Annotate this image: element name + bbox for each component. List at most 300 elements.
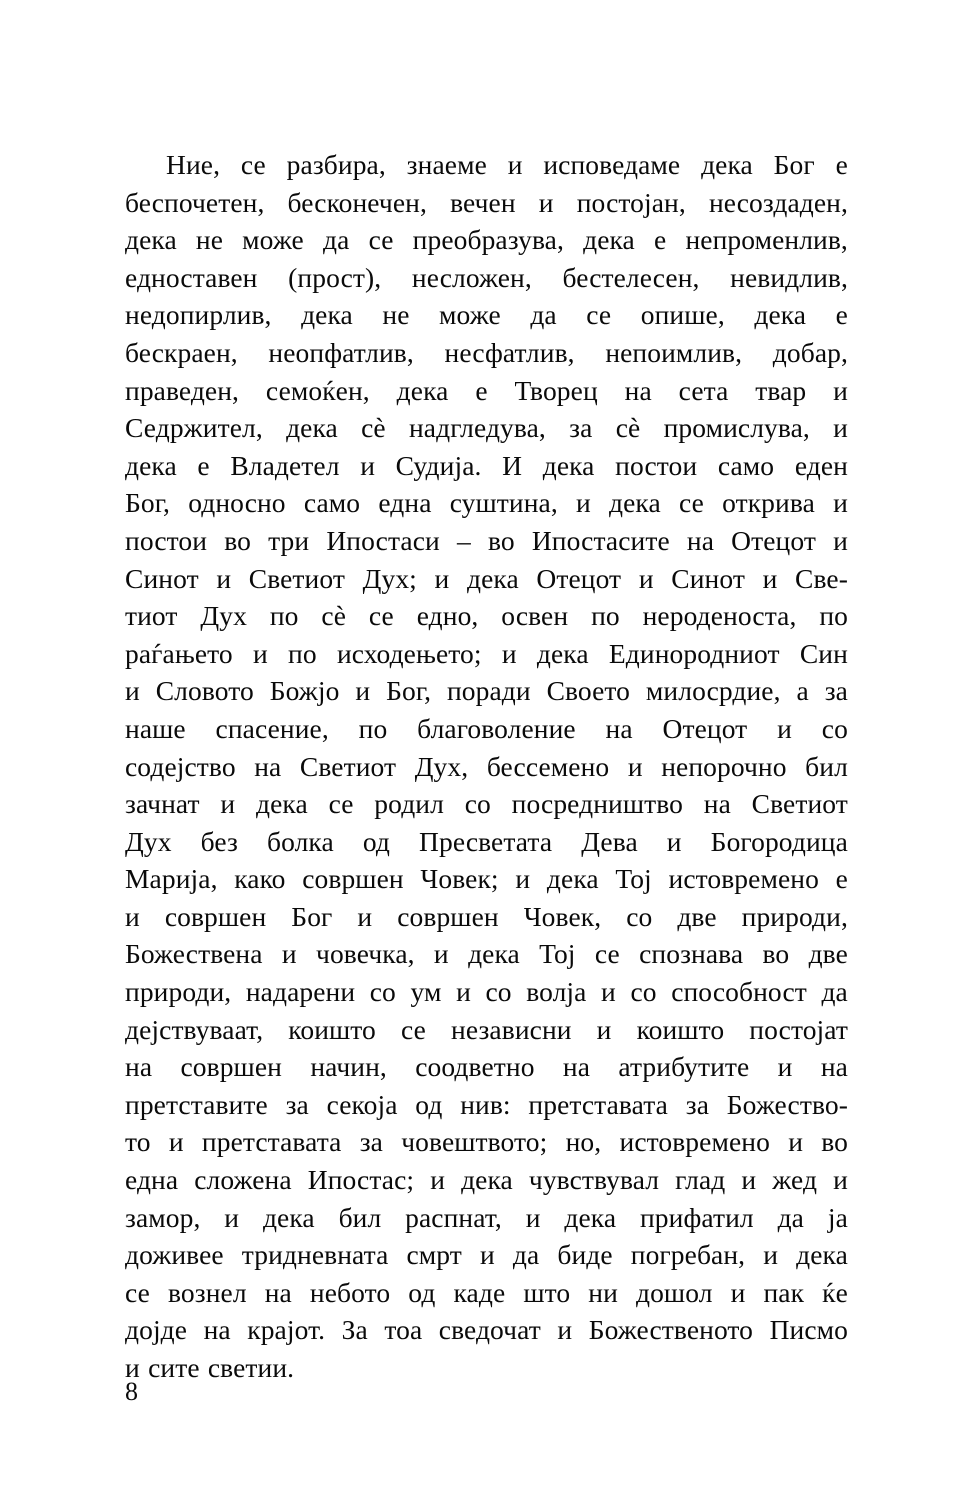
word: дека [536, 637, 589, 669]
word: неопфатлив, [268, 336, 414, 368]
word: добар, [772, 336, 848, 368]
word: Дух, [414, 750, 469, 782]
text-line [125, 146, 848, 184]
word: и [741, 1164, 757, 1196]
word: Човек, [523, 900, 602, 932]
word: непорочно [661, 750, 787, 782]
word: семоќен, [265, 374, 370, 406]
text-line [125, 860, 848, 898]
page-number: 8 [125, 1377, 138, 1406]
word: за [685, 1088, 710, 1120]
word: Светиот [299, 750, 397, 782]
word: на [820, 1051, 848, 1083]
word: Божјо [269, 675, 340, 707]
word: се [240, 149, 266, 180]
word: совршен [180, 1051, 282, 1083]
word: и [355, 675, 371, 707]
word: и [357, 900, 373, 932]
word: Пресветата [419, 825, 553, 857]
word: тоа [384, 1314, 423, 1346]
word: дека [256, 788, 308, 820]
word: волја [526, 976, 587, 1008]
word: и [762, 562, 778, 594]
word: и [125, 675, 140, 707]
word: открива [722, 487, 815, 519]
word: и [224, 1201, 240, 1233]
word: само [717, 449, 775, 481]
word: и [833, 374, 848, 406]
word: Дух [200, 600, 247, 632]
word: постои [615, 449, 698, 481]
word: ни [588, 1276, 618, 1308]
word: вознел [168, 1276, 247, 1308]
word: што [523, 1276, 571, 1308]
word: Единородниот [608, 637, 780, 669]
word: се [125, 1276, 150, 1308]
word: и [557, 1314, 573, 1346]
word: Отецот [731, 524, 816, 556]
word: и [777, 712, 792, 744]
word: ум [410, 976, 442, 1008]
text-line [125, 522, 848, 560]
word: се [586, 299, 612, 331]
word: на [624, 374, 652, 406]
word: дека [396, 374, 449, 406]
word: природи, [125, 976, 232, 1008]
word: човештвото; [401, 1126, 548, 1158]
word: може [439, 299, 501, 331]
word: се [594, 938, 620, 970]
word: без [200, 825, 238, 857]
word: на [605, 712, 633, 744]
word: невидлив, [730, 261, 848, 293]
word: на [254, 750, 282, 782]
word: сета [678, 374, 729, 406]
text-line [125, 447, 848, 485]
word: претставата [201, 1126, 342, 1158]
word: Син [799, 637, 848, 669]
word: дека [546, 863, 599, 895]
word: благоволение [417, 712, 576, 744]
word: небото [309, 1276, 391, 1308]
word: од [408, 1276, 436, 1308]
word: глад [675, 1164, 726, 1196]
word: ќе [822, 1276, 848, 1308]
text-line [125, 1011, 848, 1049]
word: несфатлив, [444, 336, 575, 368]
word: Човек; [420, 863, 499, 895]
word: и [125, 900, 140, 932]
word: спознава [639, 938, 744, 970]
word: природи, [741, 900, 848, 932]
word: сѐ [615, 412, 641, 444]
word: но, [565, 1126, 602, 1158]
word: секоја [326, 1088, 398, 1120]
word: нив: [460, 1088, 511, 1120]
word: и [525, 1201, 541, 1233]
word: човечка, [316, 938, 415, 970]
text-line [125, 259, 848, 297]
word: поради [446, 675, 531, 707]
word: и [252, 637, 268, 669]
word: Судија. [395, 449, 482, 481]
word: да [777, 1201, 804, 1233]
word: Дева [581, 825, 638, 857]
text-line [125, 296, 848, 334]
text-line [125, 597, 848, 635]
word: дека [301, 299, 353, 331]
word: и [833, 412, 848, 444]
word: бил [338, 1201, 382, 1233]
text-line [125, 935, 848, 973]
word: дејствуваат, [125, 1013, 264, 1045]
word: надарени [245, 976, 356, 1008]
word: Словото [155, 675, 254, 707]
word: сведочат [438, 1314, 541, 1346]
word: Божество- [726, 1088, 848, 1120]
word: нероденоста, [642, 600, 797, 632]
word: бескраен, [125, 336, 238, 368]
word: се [328, 788, 354, 820]
word: раѓањето [125, 637, 233, 669]
word: дека [609, 487, 661, 519]
word: непроменлив, [685, 224, 848, 256]
word: по [591, 600, 620, 632]
word: по [358, 712, 388, 744]
word: да [323, 224, 350, 256]
word: и [281, 938, 297, 970]
word: Марија, [125, 863, 218, 895]
word: дека [583, 224, 635, 256]
word: Бог, [386, 675, 432, 707]
word: и [220, 788, 236, 820]
word: и [788, 1126, 804, 1158]
word: постои [125, 524, 208, 556]
word: и [479, 1239, 495, 1271]
word: доживее [125, 1239, 224, 1271]
word: крајот. [247, 1314, 326, 1346]
word: со [630, 976, 657, 1008]
word: со [626, 900, 653, 932]
word: праведен, [125, 374, 240, 406]
text-line [125, 560, 848, 598]
word: по [819, 600, 848, 632]
word: дека [286, 412, 338, 444]
word: сѐ [361, 412, 386, 444]
word: не [195, 224, 224, 256]
word: и [434, 562, 450, 594]
text-line [125, 748, 848, 786]
text-line [125, 823, 848, 861]
word: и [360, 449, 376, 481]
word: како [234, 863, 286, 895]
word: на [703, 788, 731, 820]
word: Синот [125, 562, 199, 594]
word: односно [188, 487, 286, 519]
word: во [224, 524, 251, 556]
word: прифатил [639, 1201, 754, 1233]
word: постојан, [576, 186, 686, 218]
word: содејство [125, 750, 236, 782]
word: Писмо [769, 1314, 848, 1346]
word: истовремено [619, 1126, 770, 1158]
word: дека [796, 1239, 848, 1271]
word: Све- [795, 562, 848, 594]
word: ја [827, 1201, 848, 1233]
word: посредништво [511, 788, 683, 820]
word: начин, [310, 1051, 387, 1083]
word: Бог [291, 900, 333, 932]
word: едно, [416, 600, 479, 632]
word: бессемено [486, 750, 610, 782]
word: и [730, 1276, 746, 1308]
word: вечен [450, 186, 516, 218]
text-line [125, 635, 848, 673]
word: на [125, 1051, 153, 1083]
word: дека [754, 299, 807, 331]
word: коишто [636, 1013, 725, 1045]
word: Бог [773, 149, 815, 180]
word: разбира, [286, 149, 386, 180]
word: и [515, 863, 531, 895]
word: Дух [125, 825, 172, 857]
text-line [125, 1236, 848, 1274]
word: од [415, 1088, 443, 1120]
text-line [125, 1349, 848, 1387]
text-line [125, 1123, 848, 1161]
word: Тој [615, 863, 652, 895]
word: се [368, 600, 394, 632]
text-line [125, 1199, 848, 1237]
word: во [487, 524, 515, 556]
word: дека [467, 562, 519, 594]
word: во [762, 938, 790, 970]
word: Владетел [230, 449, 340, 481]
word: по [269, 600, 299, 632]
word: и [601, 976, 616, 1008]
text-line [125, 973, 848, 1011]
word: да [821, 976, 848, 1008]
text-line [125, 372, 848, 410]
text-line [125, 1311, 848, 1349]
word: спасение, [215, 712, 329, 744]
word: И [502, 449, 523, 481]
word: пак [763, 1276, 805, 1308]
word: постојат [749, 1013, 848, 1045]
word: со [821, 712, 848, 744]
word: твар [755, 374, 807, 406]
word: наше [125, 712, 186, 744]
word: се [400, 1013, 426, 1045]
word: истовремено [668, 863, 819, 895]
word: распнат, [405, 1201, 502, 1233]
word: на [203, 1314, 231, 1346]
word: и [168, 1126, 184, 1158]
word: е [835, 863, 848, 895]
word: Дух; [362, 562, 417, 594]
word: и [666, 825, 682, 857]
word: дека [564, 1201, 617, 1233]
word: дека [468, 938, 520, 970]
word: исходењето; [336, 637, 482, 669]
word: може [242, 224, 304, 256]
word: Творец [514, 374, 598, 406]
text-line [125, 1274, 848, 1312]
word: бил [805, 750, 848, 782]
word: тиот [125, 600, 178, 632]
word: дека [542, 449, 595, 481]
word: совршен [164, 900, 267, 932]
word: со [485, 976, 512, 1008]
word: Богородица [710, 825, 848, 857]
word: претставите [125, 1088, 268, 1120]
word: и [763, 1239, 779, 1271]
word: независни [451, 1013, 572, 1045]
word: биде [557, 1239, 613, 1271]
word: и [596, 1013, 612, 1045]
word: по [288, 637, 317, 669]
word: и [433, 938, 449, 970]
word: несоздаден, [708, 186, 848, 218]
word: дека [701, 149, 753, 180]
word: во [821, 1126, 848, 1158]
word: една [378, 487, 432, 519]
word: то [125, 1126, 151, 1158]
word: за [359, 1126, 383, 1158]
word: несложен, [411, 261, 532, 293]
word: Отецот [662, 712, 748, 744]
text-line [125, 710, 848, 748]
word: две [808, 938, 848, 970]
word: со [369, 976, 396, 1008]
word: и [833, 1164, 848, 1196]
text-line [125, 785, 848, 823]
word: светии. [207, 1352, 295, 1383]
word: За [341, 1314, 368, 1346]
word: Синот [671, 562, 745, 594]
word: жед [772, 1164, 818, 1196]
text-line [125, 1161, 848, 1199]
word: и [833, 487, 848, 519]
word: соодветно [415, 1051, 535, 1083]
text-line [125, 484, 848, 522]
word: се [678, 487, 704, 519]
word: и [216, 562, 232, 594]
word: од [362, 825, 390, 857]
word: Седржител, [125, 412, 263, 444]
word: дека [461, 1164, 513, 1196]
word: каде [453, 1276, 506, 1308]
word: дека [125, 224, 177, 256]
text-line [125, 898, 848, 936]
word: милосрдие, [645, 675, 781, 707]
text-line [125, 1086, 848, 1124]
word: и [777, 1051, 793, 1083]
word: е [197, 449, 210, 481]
word: Светиот [751, 788, 848, 820]
word: зачнат [125, 788, 200, 820]
word: опише, [640, 299, 725, 331]
word: коишто [288, 1013, 376, 1045]
word: и [125, 1352, 140, 1383]
text-line [125, 672, 848, 710]
word: да [530, 299, 557, 331]
word: недопирлив, [125, 299, 272, 331]
body-paragraph [125, 146, 848, 1387]
word: Тој [539, 938, 576, 970]
word: бестелесен, [562, 261, 700, 293]
word: на [264, 1276, 292, 1308]
word: претставата [528, 1088, 668, 1120]
word: непоимлив, [605, 336, 743, 368]
word: родил [374, 788, 444, 820]
word: Светиот [248, 562, 345, 594]
word: Ипостаси [326, 524, 440, 556]
word: атрибутите [618, 1051, 750, 1083]
word: дека [125, 449, 177, 481]
word: и [430, 1164, 446, 1196]
word: дека [262, 1201, 315, 1233]
word: е [835, 299, 848, 331]
word: да [512, 1239, 540, 1271]
text-line [125, 334, 848, 372]
word: способност [671, 976, 807, 1008]
text-line [125, 409, 848, 447]
word: една [125, 1164, 179, 1196]
word: Божествена [125, 938, 263, 970]
word: – [456, 524, 471, 556]
word: освен [501, 600, 569, 632]
word: бесконечен, [287, 186, 427, 218]
word: за [285, 1088, 309, 1120]
word: исповедаме [543, 149, 681, 180]
word: е [475, 374, 488, 406]
text-line [125, 221, 848, 259]
word: на [562, 1051, 591, 1083]
word: беспочетен, [125, 186, 265, 218]
word: е [835, 149, 848, 180]
word: Бог, [125, 487, 170, 519]
word: за [824, 675, 848, 707]
word: погребан, [630, 1239, 746, 1271]
word: Отецот [536, 562, 622, 594]
word: и [576, 487, 591, 519]
word: совршен [302, 863, 404, 895]
word: и [833, 524, 848, 556]
word: надгледува, [408, 412, 546, 444]
word: и [501, 637, 517, 669]
word: сѐ [321, 600, 347, 632]
word: чувствувал [528, 1164, 660, 1196]
word: сите [148, 1352, 200, 1383]
word: едноставен [125, 261, 258, 293]
word: тридневната [241, 1239, 389, 1271]
word: три [268, 524, 310, 556]
word: не [382, 299, 410, 331]
word: и [538, 186, 554, 218]
word: Ние, [166, 149, 221, 180]
word: само [303, 487, 361, 519]
word: суштина, [449, 487, 558, 519]
word: совршен [397, 900, 499, 932]
word: смрт [406, 1239, 462, 1271]
word: Своето [546, 675, 631, 707]
word: со [464, 788, 491, 820]
word: дошол [635, 1276, 713, 1308]
word: преобразува, [412, 224, 564, 256]
word: се [368, 224, 394, 256]
word: знаеме [406, 149, 487, 180]
